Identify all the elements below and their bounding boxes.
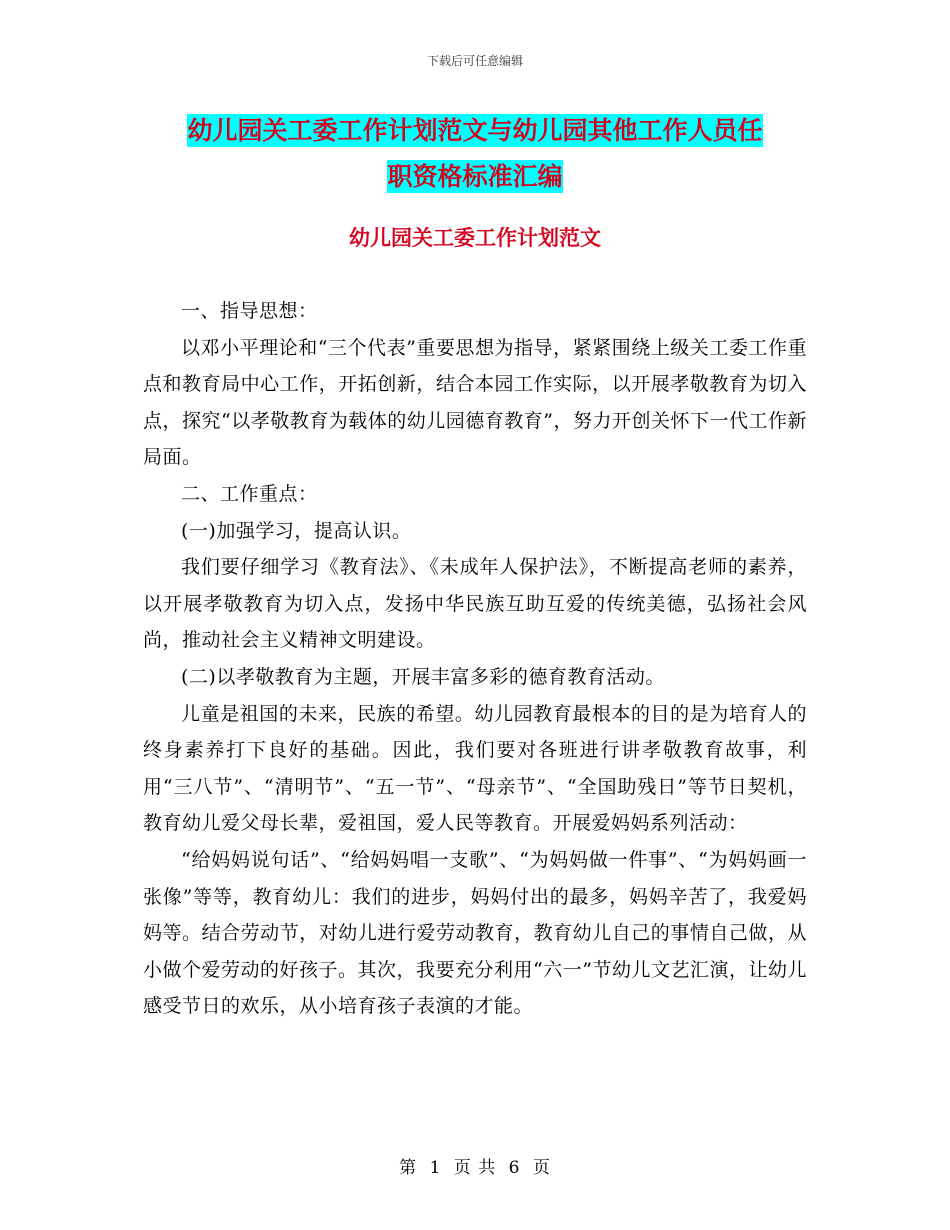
document-title-line2: 职资格标准汇编 [387,162,563,191]
footer-total-pages: 6 [508,1158,521,1178]
section-title: 幼儿园关工委工作计划范文 [349,226,601,250]
footer-prefix: 第 [399,1158,418,1178]
document-title [143,108,807,200]
paragraph-mother-activities: “给妈妈说句话”、“给妈妈唱一支歌”、“为妈妈做一件事”、“为妈妈画一张像”等等，教育幼儿：我们的进步，妈妈付出的最多，妈妈辛苦了，我爱妈妈等。结合劳动节，对幼儿进行爱劳动教育，教育幼儿自己的事情自己做，从小做个爱劳动的好孩子。其次，我要充分利用“六一”节幼儿文艺汇演，让幼儿感受节日的欢乐，从小培育孩子表演的才能。 [143,848,807,1018]
paragraph-children: 儿童是祖国的未来，民族的希望。幼儿园教育最根本的目的是为培育人的终身素养打下良好的基础。因此，我们要对各班进行讲孝敬教育故事，利用“三八节”、“清明节”、“五一节”、“母亲节”、“全国助残日”等节日契机，教育幼儿爱父母长辈，爱祖国，爱人民等教育。开展爱妈妈系列活动： [143,702,807,835]
page-header-note: 下载后可任意编辑 [426,54,523,68]
paragraph-study: 我们要仔细学习《教育法》、《未成年人保护法》，不断提高老师的素养，以开展孝敬教育为切入点，发扬中华民族互助互爱的传统美德，弘扬社会风尚，推动社会主义精神文明建设。 [143,556,807,652]
subheading-study: (一)加强学习，提高认识。 [181,519,412,542]
footer-suffix: 页 [532,1158,551,1178]
footer-middle: 页 共 [453,1158,497,1178]
heading-guiding-ideology: 一、指导思想： [181,300,318,322]
document-body [143,293,807,1025]
footer-page-number: 1 [429,1158,442,1178]
heading-work-focus: 二、工作重点： [181,482,318,505]
paragraph-guiding-ideology: 以邓小平理论和“三个代表”重要思想为指导，紧紧围绕上级关工委工作重点和教育局中心工作，开拓创新，结合本园工作实际，以开展孝敬教育为切入点，探究“以孝敬教育为载体的幼儿园德育教育”，努力开创关怀下一代工作新局面。 [143,336,807,469]
document-title-line1: 幼儿园关工委工作计划范文与幼儿园其他工作人员任 [187,116,763,145]
subheading-activities: (二)以孝敬教育为主题，开展丰富多彩的德育教育活动。 [181,665,665,688]
page-footer [0,1153,950,1178]
